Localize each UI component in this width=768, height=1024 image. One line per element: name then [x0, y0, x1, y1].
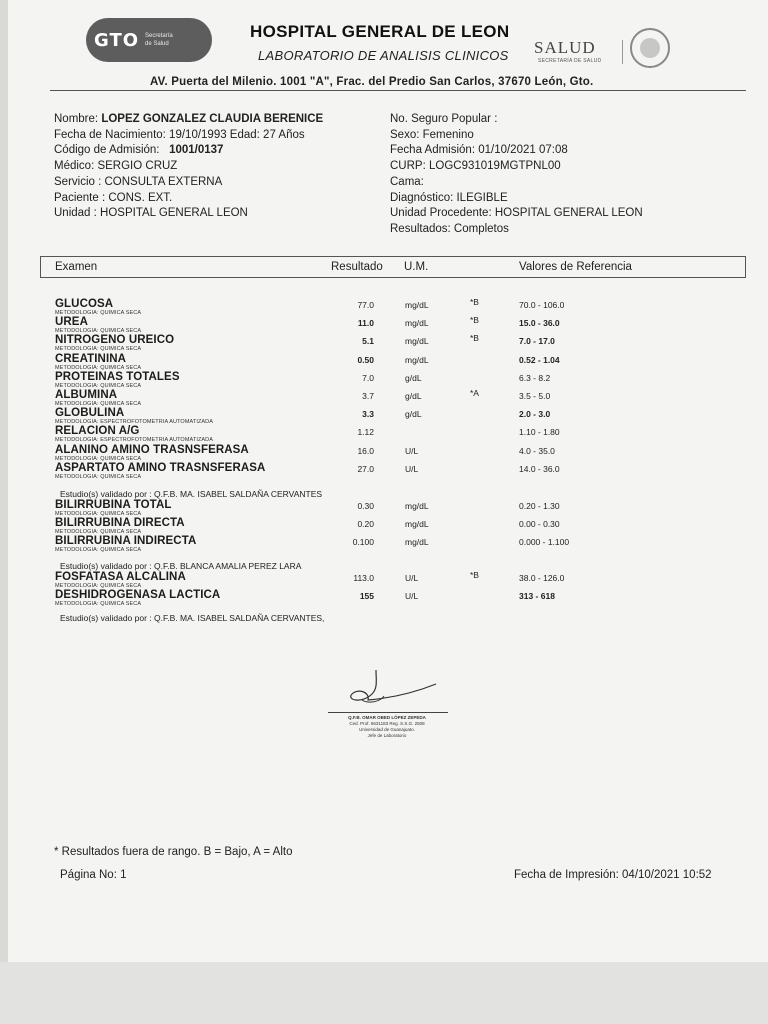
test-name: DESHIDROGENASA LACTICA — [55, 589, 221, 602]
validated-by-3: Estudio(s) validado por : Q.F.B. MA. ISABEL SALDAÑA CERVANTES, — [60, 613, 325, 623]
patient-name: LOPEZ GONZALEZ CLAUDIA BERENICE — [101, 113, 324, 125]
test-reference: 1.10 - 1.80 — [519, 427, 560, 438]
hospital-name: HOSPITAL GENERAL DE LEON — [250, 22, 510, 41]
test-reference: 38.0 - 126.0 — [519, 573, 565, 583]
test-reference: 313 - 618 — [519, 591, 555, 602]
test-flag: *B — [470, 570, 479, 580]
test-method: METODOLOGIA: QUIMICA SECA — [55, 346, 142, 353]
test-reference: 0.00 - 0.30 — [519, 519, 560, 530]
test-flag: *B — [470, 297, 479, 307]
test-flag: *A — [470, 388, 479, 398]
test-unit: U/L — [405, 591, 419, 602]
test-unit: mg/dL — [405, 336, 429, 347]
header-reference: Valores de Referencia — [519, 261, 632, 273]
test-result: 113.0 — [353, 573, 374, 583]
test-unit: g/dL — [405, 391, 422, 401]
test-reference: 7.0 - 17.0 — [519, 336, 555, 347]
print-date: Fecha de Impresión: 04/10/2021 10:52 — [514, 869, 712, 881]
test-reference: 70.0 - 106.0 — [519, 300, 565, 310]
sex: Sexo: Femenino — [390, 128, 474, 141]
lab-name: LABORATORIO DE ANALISIS CLINICOS — [258, 48, 509, 63]
test-result: 0.20 — [357, 519, 374, 530]
test-method: METODOLOGIA: QUIMICA SECA — [55, 401, 142, 407]
test-name: BILIRRUBINA INDIRECTA — [55, 535, 197, 548]
test-method: METODOLOGIA: QUIMICA SECA — [55, 473, 142, 480]
test-method: METODOLOGIA: QUIMICA SECA — [55, 382, 142, 389]
header-exam: Examen — [55, 261, 98, 273]
origin-unit: Unidad Procedente: HOSPITAL GENERAL LEON — [390, 207, 643, 220]
test-result: 1.12 — [357, 427, 374, 438]
test-reference: 0.52 - 1.04 — [519, 354, 560, 365]
test-result: 0.100 — [352, 537, 374, 548]
mexico-seal-icon — [630, 28, 670, 68]
test-name: RELACION A/G — [55, 425, 140, 438]
validated-by-1: Estudio(s) validado por : Q.F.B. MA. ISABEL SALDAÑA CERVANTES — [60, 489, 323, 499]
salud-logo: SALUD — [534, 38, 596, 57]
test-result: 11.0 — [357, 318, 374, 329]
signature-mark — [332, 664, 442, 710]
test-name: CREATININA — [55, 352, 127, 365]
test-method: METODOLOGIA: QUIMICA SECA — [55, 547, 142, 554]
test-flag: *B — [470, 315, 479, 326]
logo-text: Secretaría de Salud — [145, 33, 173, 47]
test-name: BILIRRUBINA TOTAL — [55, 499, 172, 511]
test-unit: mg/dL — [405, 300, 429, 310]
test-reference: 0.000 - 1.100 — [519, 537, 570, 548]
test-reference: 6.3 - 8.2 — [519, 372, 551, 383]
test-method: METODOLOGIA: ESPECTROFOTOMETRIA AUTOMATIZADA — [55, 419, 214, 426]
admission-code-row: Código de Admisión: 1001/0137 — [54, 144, 224, 157]
test-result: 3.7 — [362, 391, 374, 401]
test-method: METODOLOGIA: QUIMICA SECA — [55, 601, 142, 608]
test-name: FOSFATASA ALCALINA — [55, 571, 186, 583]
test-reference: 15.0 - 36.0 — [519, 318, 560, 329]
curp: CURP: LOGC931019MGTPNL00 — [390, 160, 561, 173]
test-result: 0.50 — [357, 354, 374, 365]
service: Servicio : CONSULTA EXTERNA — [54, 175, 223, 188]
test-result: 77.0 — [357, 300, 374, 310]
test-result: 5.1 — [362, 336, 374, 347]
test-method: METODOLOGIA: QUIMICA SECA — [55, 583, 142, 589]
test-method: METODOLOGIA: QUIMICA SECA — [55, 511, 142, 517]
diagnosis: Diagnóstico: ILEGIBLE — [390, 191, 508, 204]
test-result: 3.3 — [362, 409, 374, 420]
test-method: METODOLOGIA: QUIMICA SECA — [55, 328, 142, 335]
test-method: METODOLOGIA: QUIMICA SECA — [55, 310, 142, 316]
test-unit: mg/dL — [405, 501, 429, 511]
test-flag: *B — [470, 333, 479, 344]
test-result: 0.30 — [357, 501, 374, 511]
test-unit: U/L — [405, 463, 419, 474]
test-unit: mg/dL — [405, 537, 429, 548]
salud-subtitle: SECRETARÍA DE SALUD — [538, 58, 602, 64]
test-name: GLOBULINA — [55, 407, 125, 420]
test-name: NITROGENO UREICO — [55, 334, 175, 347]
header-result: Resultado — [331, 261, 383, 273]
test-unit: U/L — [405, 445, 419, 456]
page-number: Página No: 1 — [60, 869, 127, 881]
results-table-header — [40, 256, 746, 278]
test-name: ASPARTATO AMINO TRASNSFERASA — [55, 461, 266, 474]
test-reference: 2.0 - 3.0 — [519, 409, 551, 420]
test-result: 27.0 — [357, 463, 374, 474]
test-method: METODOLOGIA: QUIMICA SECA — [55, 364, 142, 371]
test-unit: mg/dL — [405, 354, 429, 365]
bed: Cama: — [390, 175, 424, 188]
test-name: GLUCOSA — [55, 298, 114, 310]
test-result: 155 — [359, 591, 374, 602]
test-unit: U/L — [405, 573, 419, 583]
insurance-number: No. Seguro Popular : — [390, 113, 498, 125]
admission-code: 1001/0137 — [169, 144, 224, 157]
test-unit: mg/dL — [405, 519, 429, 530]
patient-type: Paciente : CONS. EXT. — [54, 191, 173, 204]
logo-mark: GTO — [94, 29, 140, 51]
header-unit: U.M. — [404, 261, 429, 273]
test-reference: 4.0 - 35.0 — [519, 445, 555, 456]
logo-divider — [622, 40, 623, 64]
admission-date: Fecha Admisión: 01/10/2021 07:08 — [390, 144, 568, 157]
hospital-address: AV. Puerta del Milenio. 1001 "A", Frac. del Predio San Carlos, 37670 León, Gto. — [150, 76, 594, 88]
test-reference: 0.20 - 1.30 — [519, 501, 560, 511]
results-status: Resultados: Completos — [390, 222, 509, 235]
unit: Unidad : HOSPITAL GENERAL LEON — [54, 207, 248, 220]
test-unit: g/dL — [405, 409, 422, 420]
birth-date: Fecha de Nacimiento: 19/10/1993 Edad: 27 Años — [54, 128, 305, 141]
signature-block: Q.F.B. OMAR OBED LÓPEZ ZEPEDA Ced. Prof. 5631183 Reg. S.S.G. 2508 Universidad de Guanajuato. Jefe de Laboratorio — [348, 715, 426, 738]
test-name: PROTEINAS TOTALES — [55, 370, 180, 383]
test-unit: mg/dL — [405, 318, 429, 329]
signature-line — [328, 712, 448, 713]
background-surface — [0, 962, 768, 1024]
test-method: METODOLOGIA: QUIMICA SECA — [55, 529, 142, 536]
patient-info-left — [54, 112, 323, 222]
validated-by-2: Estudio(s) validado por : Q.F.B. BLANCA AMALIA PEREZ LARA — [60, 561, 302, 571]
patient-name-row: Nombre: LOPEZ GONZALEZ CLAUDIA BERENICE — [54, 113, 324, 125]
header-divider — [50, 90, 746, 91]
test-unit: g/dL — [405, 372, 422, 383]
test-reference: 14.0 - 36.0 — [519, 463, 560, 474]
test-result: 16.0 — [357, 445, 374, 456]
gto-logo — [86, 18, 212, 62]
test-name: BILIRRUBINA DIRECTA — [55, 517, 185, 530]
test-name: ALBUMINA — [55, 389, 118, 401]
test-result: 7.0 — [362, 372, 374, 383]
test-method: METODOLOGIA: ESPECTROFOTOMETRIA AUTOMATIZADA — [55, 437, 214, 444]
test-method: METODOLOGIA: QUIMICA SECA — [55, 455, 142, 462]
test-reference: 3.5 - 5.0 — [519, 391, 551, 401]
test-name: UREA — [55, 316, 88, 329]
doctor: Médico: SERGIO CRUZ — [54, 160, 178, 173]
test-name: ALANINO AMINO TRASNSFERASA — [55, 443, 249, 456]
out-of-range-note: * Resultados fuera de rango. B = Bajo, A = Alto — [54, 846, 293, 858]
patient-info-right — [390, 112, 643, 238]
